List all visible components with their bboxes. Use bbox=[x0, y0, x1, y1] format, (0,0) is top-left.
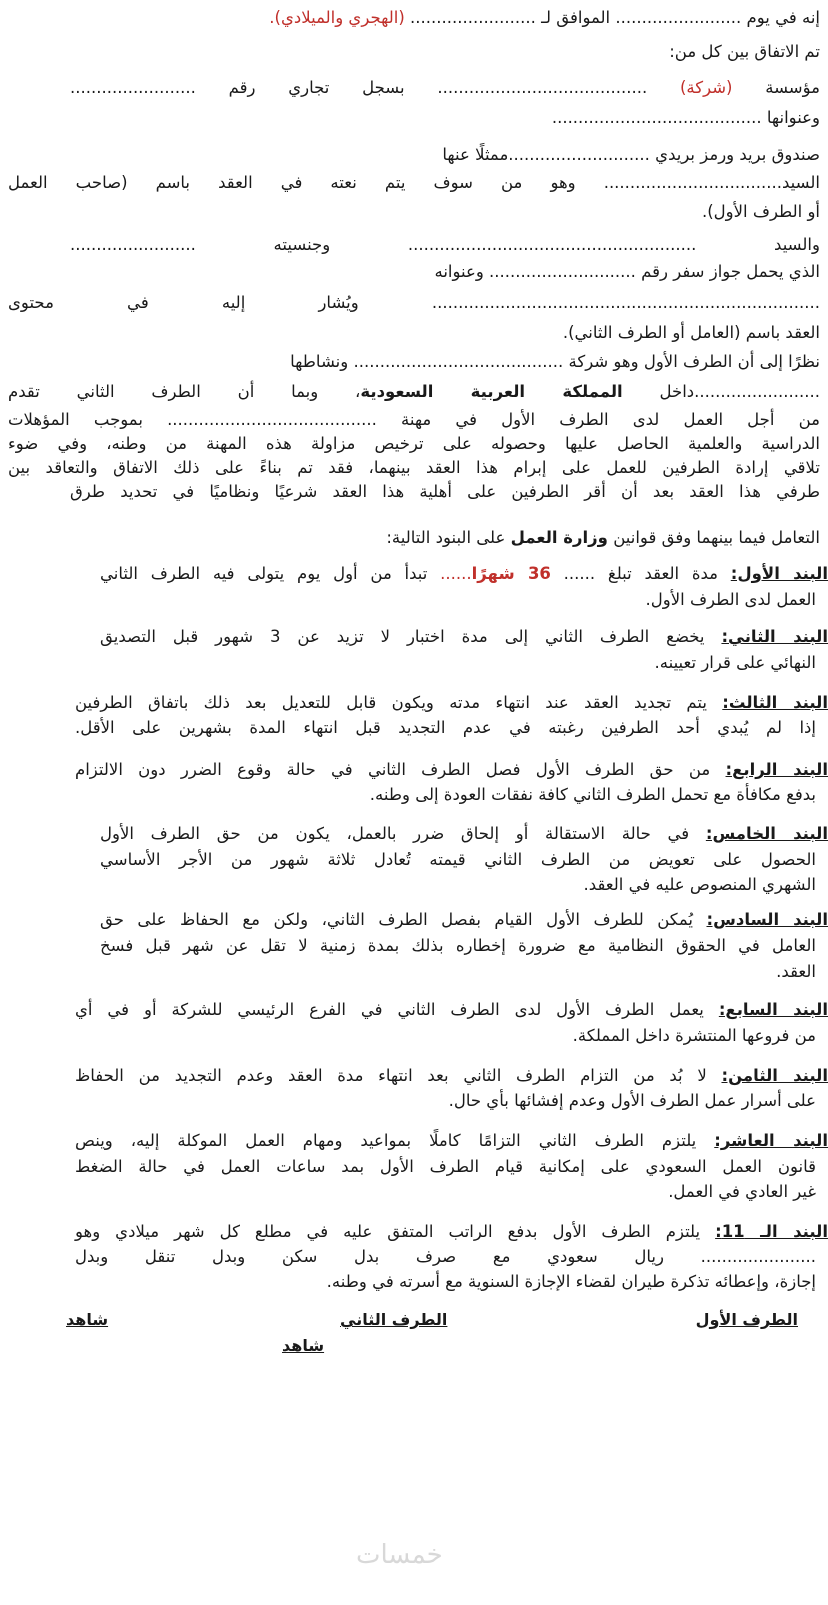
text: ........................داخل bbox=[622, 382, 821, 401]
clause-heading: البند السابع: bbox=[718, 1000, 828, 1019]
clause-heading: البند الـ 11: bbox=[715, 1222, 828, 1241]
text: السيد.................................. وهو من سوف يتم نعته في العقد باسم (صاحب العمل bbox=[8, 173, 820, 192]
text: لا بُد من التزام الطرف الثاني بعد انتهاء مدة العقد وعدم التجديد من الحفاظ bbox=[75, 1066, 722, 1085]
text: إجازة، وإعطائه تذكرة طيران لقضاء الإجازة السنوية مع أسرته في وطنه. bbox=[326, 1272, 816, 1291]
text-line bbox=[386, 525, 820, 551]
passport-line bbox=[434, 259, 820, 285]
text: الدراسية والعلمية الحاصل عليها وحصوله على ترخيص مزاولة هذه المهنة من وطنه، وفي ضوء bbox=[8, 434, 820, 453]
witness-signature-label: شاهد bbox=[66, 1310, 109, 1329]
text: إنه في يوم ........................ الموافق لـ ........................ bbox=[404, 8, 820, 27]
text: أو الطرف الأول). bbox=[701, 202, 820, 221]
text: من أجل العمل لدى الطرف الأول في مهنة ........................................ بموجب المؤهلات bbox=[8, 410, 820, 429]
text: غير العادي في العمل. bbox=[668, 1182, 816, 1201]
clause-heading: البند الثاني: bbox=[721, 627, 828, 646]
text-line bbox=[8, 455, 820, 481]
text: على أسرار عمل الطرف الأول وعدم إفشائها بأي حال. bbox=[448, 1091, 816, 1110]
text-line bbox=[563, 320, 820, 346]
text: يتم تجديد العقد عند انتهاء مدته ويكون قابل للتعديل بعد ذلك باتفاق الطرفين bbox=[75, 693, 723, 712]
text: على البنود التالية: bbox=[386, 528, 511, 547]
company-line bbox=[70, 75, 820, 101]
text: والسيد ....................................................... وجنسيته ........................ bbox=[70, 235, 820, 254]
text: يخضع الطرف الثاني إلى مدة اختبار لا تزيد عن 3 شهور قبل التصديق bbox=[100, 627, 722, 646]
text: .......................................................................... ويُشار إليه في محتوى bbox=[8, 293, 820, 312]
clause-heading: البند العاشر: bbox=[714, 1131, 828, 1150]
text: يلتزم الطرف الأول بدفع الراتب المتفق عليه في مطلع كل شهر ميلادي وهو bbox=[75, 1222, 716, 1241]
text: العامل في الحقوق النظامية مع ضرورة إخطاره بذلك بمدة زمنية لا تقل عن شهر قبل فسخ bbox=[100, 936, 816, 955]
clause-heading: البند الرابع: bbox=[725, 760, 828, 779]
text: العقد. bbox=[776, 962, 816, 981]
text: من فروعها المنتشرة داخل المملكة. bbox=[572, 1026, 816, 1045]
country-name: المملكة العربية السعودية bbox=[360, 382, 623, 401]
calendar-note: (الهجري والميلادي). bbox=[269, 8, 405, 27]
address-line bbox=[552, 105, 820, 131]
text: ........................................ بسجل تجاري رقم ........................ bbox=[70, 78, 680, 97]
witness-signature-label: شاهد bbox=[282, 1336, 325, 1355]
text: الحصول على تعويض من الطرف الثاني قيمته تُعادل ثلاثة شهور من الأجر الأساسي bbox=[100, 850, 816, 869]
company-note: (شركة) bbox=[679, 78, 733, 97]
text: في حالة الاستقالة أو إلحاق ضرر بالعمل، يكون من حق الطرف الأول bbox=[100, 824, 706, 843]
text: مدة العقد تبلغ ...... bbox=[550, 564, 731, 583]
text: وعنوانها ........................................ bbox=[551, 108, 820, 127]
text: تلاقي إرادة الطرفين للعمل على إبرام هذا العقد بينهما، فقد تم بناءً على ذلك الاتفاق والتعاقد بين bbox=[8, 458, 820, 477]
text: العمل لدى الطرف الأول. bbox=[645, 590, 816, 609]
text: تبدأ من أول يوم يتولى فيه الطرف الثاني bbox=[100, 564, 441, 583]
clause-heading: البند الخامس: bbox=[705, 824, 828, 843]
clause-heading: البند الأول: bbox=[730, 564, 828, 583]
duration-value: 36 شهرًا bbox=[471, 564, 551, 583]
text: نظرًا إلى أن الطرف الأول وهو شركة ........................................ ونشاطها bbox=[290, 352, 820, 371]
representative-line bbox=[8, 170, 820, 196]
text: ، وبما أن الطرف الثاني تقدم bbox=[8, 382, 361, 401]
text: الشهري المنصوص عليه في العقد. bbox=[583, 875, 816, 894]
text: ...... bbox=[440, 564, 472, 583]
text: النهائي على قرار تعيينه. bbox=[654, 653, 816, 672]
text: العقد باسم (العامل أو الطرف الثاني). bbox=[562, 323, 820, 342]
clause-heading: البند الثالث: bbox=[722, 693, 828, 712]
second-party-signature-label: الطرف الثاني bbox=[340, 1310, 448, 1329]
text: بدفع مكافأة مع تحمل الطرف الثاني كافة نفقات العودة إلى وطنه. bbox=[369, 785, 816, 804]
ministry-name: وزارة العمل bbox=[510, 528, 608, 547]
watermark-logo: خمسات bbox=[356, 1540, 443, 1570]
text: تم الاتفاق بين كل من: bbox=[669, 42, 820, 61]
salary-line: ...................... ريال سعودي مع صرف بدل سكن وبدل تنقل وبدل bbox=[75, 1247, 816, 1266]
text: يُمكن للطرف الأول القيام بفصل الطرف الثاني، ولكن مع الحفاظ على حق bbox=[100, 910, 707, 929]
text-line bbox=[70, 479, 820, 505]
parties-intro bbox=[669, 39, 820, 65]
text: قانون العمل السعودي على إمكانية قيام الطرف الأول بمد ساعات العمل في حالة الضغط bbox=[75, 1157, 816, 1176]
first-party-signature-label: الطرف الأول bbox=[695, 1310, 798, 1329]
text: يعمل الطرف الأول لدى الطرف الثاني في الفرع الرئيسي للشركة أو في أي bbox=[75, 1000, 719, 1019]
text-line bbox=[8, 290, 820, 316]
text-line bbox=[8, 431, 820, 457]
text-line bbox=[702, 199, 820, 225]
text-line bbox=[8, 379, 820, 405]
text: من حق الطرف الأول فصل الطرف الثاني في حالة وقوع الضرر دون الالتزام bbox=[75, 760, 726, 779]
pobox-line bbox=[442, 142, 820, 168]
date-line bbox=[269, 5, 820, 31]
text: صندوق بريد ورمز بريدي ...........................ممثلًا عنها bbox=[442, 145, 820, 164]
text: طرفي هذا العقد بعد أن أقر الطرفين على أهلية هذا العقد شرعيًا ونظاميًا في تحديد طرق bbox=[70, 482, 820, 501]
clause-heading: البند السادس: bbox=[706, 910, 828, 929]
employee-line bbox=[70, 232, 820, 258]
text: يلتزم الطرف الثاني التزامًا كاملًا بمواعيد ومهام العمل الموكلة إليه، وينص bbox=[75, 1131, 715, 1150]
text-line bbox=[8, 407, 820, 433]
clause-heading: البند الثامن: bbox=[721, 1066, 828, 1085]
text: مؤسسة bbox=[732, 78, 820, 97]
text: إذا لم يُبدي أحد الطرفين رغبته في عدم التجديد قبل انتهاء المدة بشهرين على الأقل. bbox=[75, 718, 816, 737]
text: الذي يحمل جواز سفر رقم ............................ وعنوانه bbox=[434, 262, 820, 281]
text: التعامل فيما بينهما وفق قوانين bbox=[607, 528, 820, 547]
text-line bbox=[290, 349, 820, 375]
